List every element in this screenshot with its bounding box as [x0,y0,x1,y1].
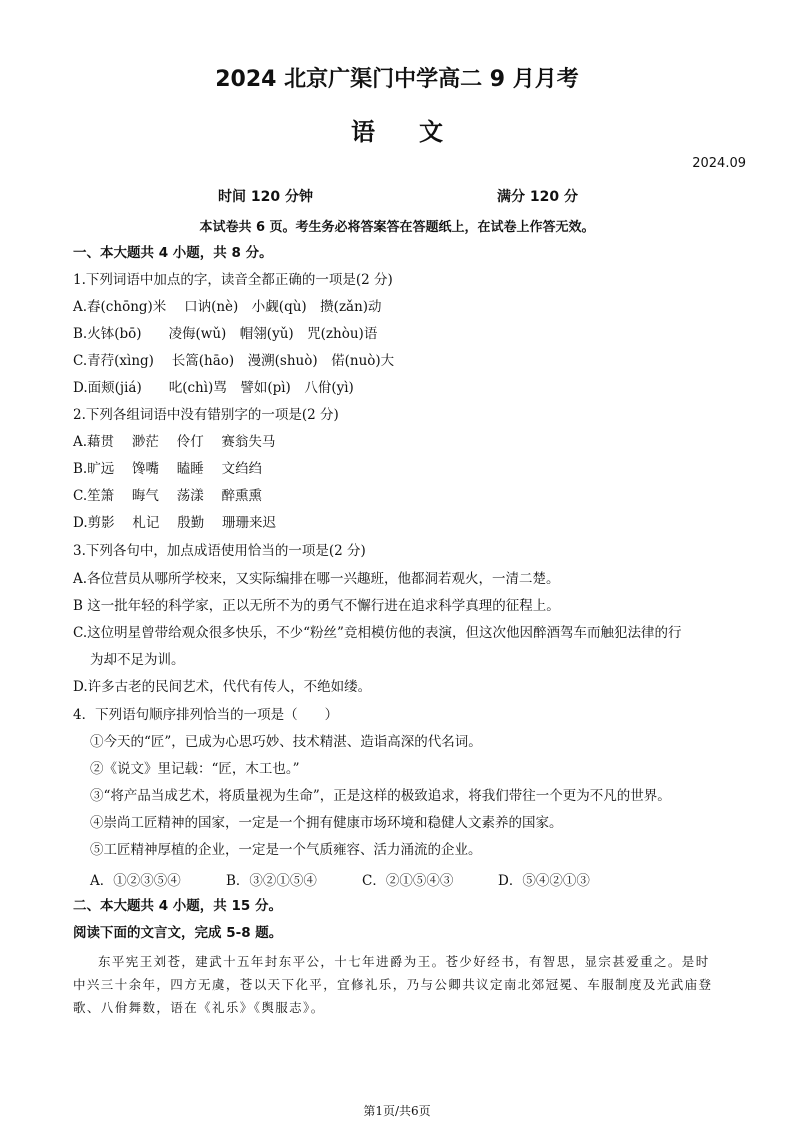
q4-choice-b: B．③②①⑤④ [226,873,317,889]
q4-sentence: ④崇尚工匠精神的国家，一定是一个拥有健康市场环境和稳健人文素养的国家。 [90,815,563,831]
q2-stem: 2.下列各组词语中没有错别字的一项是(2 分) [73,407,339,423]
q3-option-b: B 这一批年轻的科学家，正以无所不为的勇气不懈行进在追求科学真理的征程上。 [73,598,560,614]
q4-stem: 4．下列语句顺序排列恰当的一项是（ ） [73,707,339,723]
q1-stem: 1.下列词语中加点的字，读音全都正确的一项是(2 分) [73,272,393,288]
exam-score: 满分 120 分 [497,189,578,205]
q2-option-b: B.旷远 馋嘴 瞌睡 文绉绉 [73,461,263,477]
q4-sentence: ①今天的“匠”，已成为心思巧妙、技术精湛、造诣高深的代名词。 [90,734,482,750]
section2-heading: 二、本大题共 4 小题，共 15 分。 [73,898,282,914]
exam-notice: 本试卷共 6 页。考生务必将答案答在答题纸上，在试卷上作答无效。 [199,220,595,235]
subject-char: 语 [351,118,375,146]
q4-choice-a: A．①②③⑤④ [90,873,181,889]
q4-sentence: ⑤工匠精神厚植的企业，一定是一个气质雍容、活力涌流的企业。 [90,842,482,858]
exam-date: 2024.09 [692,156,746,171]
subject-title [0,112,794,147]
q4-sentence: ②《说文》里记载：“匠，木工也。” [90,761,300,777]
q3-option-c-cont: 为却不足为训。 [90,652,185,668]
subject-char: 文 [419,118,443,146]
q4-choice-c: C．②①⑤④③ [362,873,454,889]
q4-choices [90,869,634,889]
page-number: 第1页/共6页 [363,1104,431,1118]
q4-sentence: ③“将产品当成艺术，将质量视为生命”，正是这样的极致追求，将我们带往一个更为不凡的世界。 [90,788,671,804]
exam-time: 时间 120 分钟 [218,189,313,205]
exam-title: 2024 北京广渠门中学高二 9 月月考 [215,67,579,92]
q1-option-a: A.舂(chōng)米 口讷(nè) 小觑(qù) 攒(zǎn)动 [73,299,382,315]
q4-choice-d: D．⑤④②①③ [498,873,590,889]
q3-option-c: C.这位明星曾带给观众很多快乐，不少“粉丝”竞相模仿他的表演，但这次他因醉酒驾车而触犯法律的行 [73,625,682,641]
q2-option-a: A.藉贯 渺茫 伶仃 赛翁失马 [73,434,276,450]
q1-option-d: D.面颊(jiá) 叱(chì)骂 譬如(pì) 八佾(yì) [73,380,354,396]
classical-passage: 东平宪王刘苍，建武十五年封东平公，十七年进爵为王。苍少好经书，有智思，显宗甚爱重之。是时中兴三十余年，四方无虞，苍以天下化平，宜修礼乐，乃与公卿共议定南北郊冠冕、车服制度及光武庙登歌、八佾舞数，语在《礼乐》《舆服志》。 [73,954,713,1015]
q3-option-a: A.各位营员从哪所学校来，又实际编排在哪一兴趣班，他都洞若观火，一清二楚。 [73,571,560,587]
q1-option-c: C.青荇(xìng) 长篙(hāo) 漫溯(shuò) 偌(nuò)大 [73,353,395,369]
q3-stem: 3.下列各句中，加点成语使用恰当的一项是(2 分) [73,543,366,559]
q1-option-b: B.火钵(bō) 凌侮(wǔ) 帽翎(yǔ) 咒(zhòu)语 [73,326,378,342]
q2-option-c: C.笙箫 晦气 荡漾 醉熏熏 [73,488,263,504]
q2-option-d: D.剪影 札记 殷勤 珊珊来迟 [73,515,277,531]
section2-instruction: 阅读下面的文言文，完成 5-8 题。 [73,925,283,941]
q3-option-d: D.许多古老的民间艺术，代代有传人，不绝如缕。 [73,679,372,695]
section1-heading: 一、本大题共 4 小题，共 8 分。 [73,245,273,261]
